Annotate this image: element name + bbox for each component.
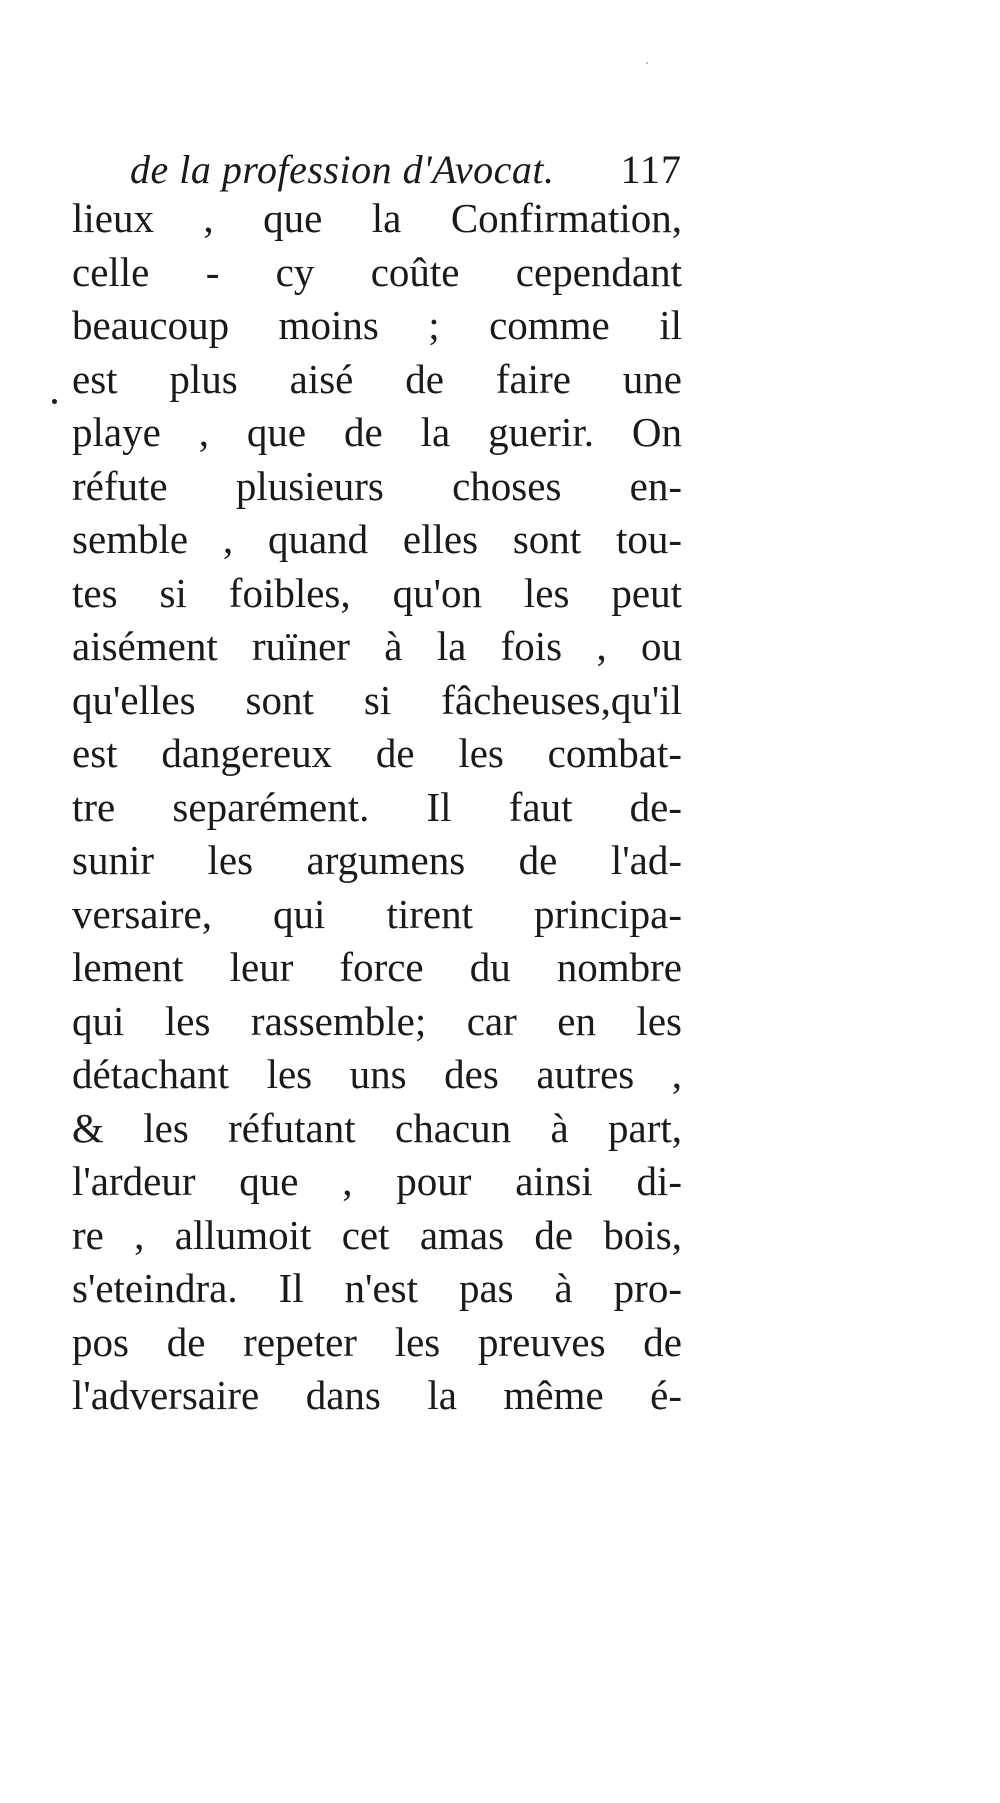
text-line: semble , quand elles sont tou- (72, 516, 682, 562)
text-line: qui les rassemble; car en les (72, 997, 682, 1044)
text-line: pos de repeter les preuves de (72, 1318, 682, 1365)
text-line: re , allumoit cet amas de bois, (72, 1211, 682, 1258)
text-line: aisément ruïner à la fois , ou (72, 623, 682, 669)
text-line: sunir les argumens de l'ad- (72, 837, 682, 883)
running-head (130, 140, 682, 200)
text-line: lieux , que la Confirmation, (72, 195, 682, 241)
text-line: s'eteindra. Il n'est pas à pro- (72, 1265, 682, 1311)
text-line: qu'elles sont si fâcheuses,qu'il (72, 676, 682, 723)
text-line: tes si foibles, qu'on les peut (72, 569, 682, 616)
paper-speck (646, 62, 648, 64)
text-line: réfute plusieurs choses en- (72, 462, 682, 509)
text-line: détachant les uns des autres , (72, 1051, 682, 1097)
text-line: est dangereux de les combat- (72, 730, 682, 776)
text-line: beaucoup moins ; comme il (72, 302, 682, 348)
text-line: versaire, qui tirent principa- (72, 890, 682, 937)
text-line: celle - cy coûte cependant (72, 248, 682, 295)
text-line: playe , que de la guerir. On (72, 409, 682, 455)
text-line: est plus aisé de faire une (72, 355, 682, 402)
body-text (72, 192, 682, 1423)
text-line: l'adversaire dans la même é- (72, 1372, 682, 1418)
margin-mark (52, 399, 57, 404)
text-line: tre separément. Il faut de- (72, 783, 682, 830)
running-title: de la profession d'Avocat. (130, 147, 555, 192)
text-line: & les réfutant chacun à part, (72, 1104, 682, 1151)
text-line: lement leur force du nombre (72, 944, 682, 990)
page-number: 117 (620, 147, 682, 192)
text-line: l'ardeur que , pour ainsi di- (72, 1158, 682, 1204)
